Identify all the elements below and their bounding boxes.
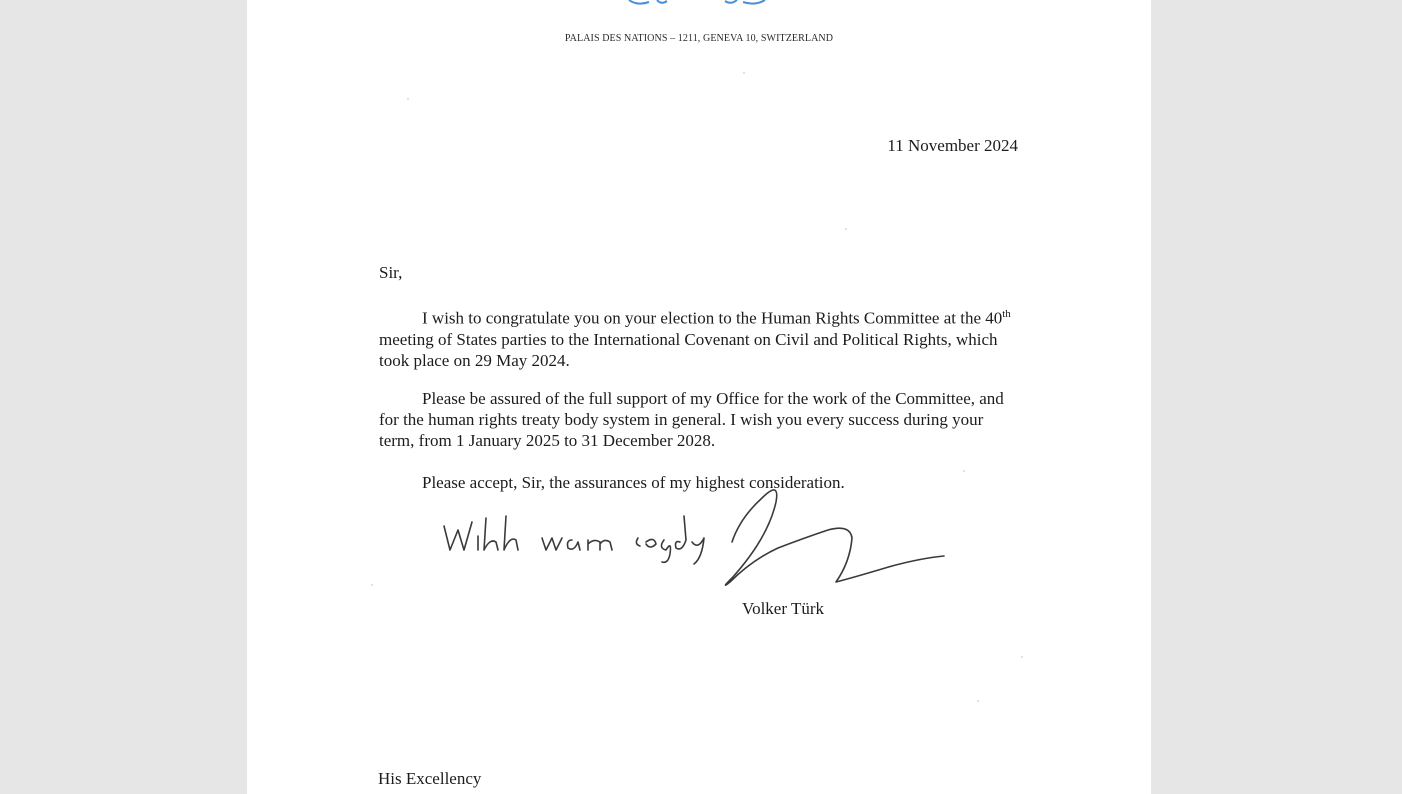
un-emblem-fragment-icon (627, 0, 767, 6)
addressee-title: His Excellency (378, 769, 482, 788)
paper-speck (1021, 656, 1023, 658)
paragraph-closing-text: Please accept, Sir, the assurances of my highest consideration. (422, 473, 845, 492)
handwritten-signature-icon (432, 478, 952, 598)
salutation: Sir, (379, 263, 403, 282)
paragraph-support (379, 388, 1021, 451)
paragraph-election-text-b: meeting of States parties to the International Covenant on Civil and Political Rights, which took place on 29 May 2024. (379, 329, 998, 370)
letter-page (247, 0, 1151, 794)
paper-speck (407, 98, 409, 100)
letterhead-address: PALAIS DES NATIONS – 1211, GENEVA 10, SWITZERLAND (564, 33, 834, 44)
paragraph-support-text: Please be assured of the full support of my Office for the work of the Committee, and for the human rights treaty body system in general. I wish you every success during your term, from 1 January 2025 to 31 December 2028. (379, 389, 1004, 450)
paragraph-election-text-a: I wish to congratulate you on your election to the Human Rights Committee at the 40 (422, 308, 1003, 328)
paper-speck (743, 72, 745, 74)
paper-speck (845, 228, 847, 230)
signatory-name: Volker Türk (742, 599, 825, 618)
paper-speck (371, 584, 373, 586)
letter-date: 11 November 2024 (887, 136, 1018, 155)
paper-speck (963, 470, 965, 472)
paper-speck (977, 700, 979, 702)
paragraph-election (379, 304, 1021, 371)
ordinal-suffix: th (1002, 308, 1011, 320)
